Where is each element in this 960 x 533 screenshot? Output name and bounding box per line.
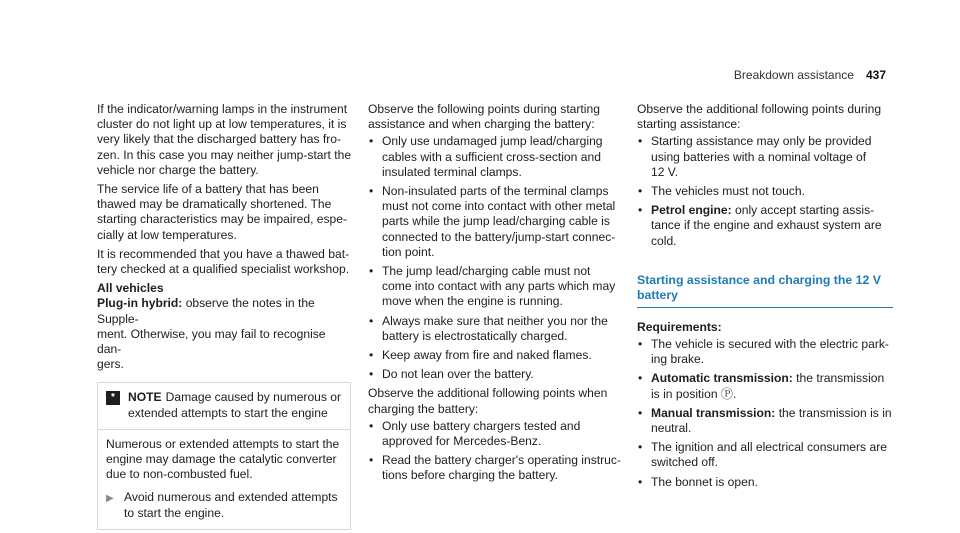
bullet-dot-icon: • bbox=[369, 264, 374, 279]
bullet-dot-icon: • bbox=[369, 453, 374, 468]
paragraph-recommendation: It is recommended that you have a thawed bat- tery checked at a qualified specialist workshop. bbox=[97, 246, 350, 277]
page-number: 437 bbox=[865, 68, 886, 82]
list-item: • The bonnet is open. bbox=[638, 474, 758, 489]
note-body bbox=[98, 429, 350, 529]
bullet-dot-icon: • bbox=[638, 405, 643, 420]
note-header bbox=[98, 383, 350, 428]
note-text: Numerous or extended attempts to start the engine may damage the catalytic converter due to non-combusted fuel. bbox=[106, 436, 340, 482]
note-box bbox=[97, 382, 351, 529]
list-item: • Read the battery charger's operating instruc- tions before charging the battery. bbox=[369, 453, 621, 483]
list-item: • Only use battery chargers tested and approved for Mercedes-Benz. bbox=[369, 418, 581, 449]
column-right bbox=[637, 102, 893, 494]
requirements-list bbox=[637, 337, 893, 490]
list-item: • Only use undamaged jump lead/charging cables with a sufficient cross-section and insulated terminal clamps. bbox=[369, 134, 603, 179]
intro-additional-points: Observe the additional following points during starting assistance: bbox=[637, 102, 882, 132]
intro-starting-assistance: Observe the following points during starting assistance and when charging the battery: bbox=[368, 102, 600, 132]
bullet-dot-icon: • bbox=[369, 418, 374, 433]
bullet-dot-icon: • bbox=[369, 367, 374, 382]
note-title: NOTE Damage caused by numerous or extended attempts to start the engine bbox=[128, 390, 342, 420]
bullet-dot-icon: • bbox=[638, 440, 643, 455]
safety-list bbox=[368, 134, 624, 382]
action-arrow-icon: ▶ bbox=[106, 493, 114, 505]
bullet-dot-icon: • bbox=[369, 348, 374, 363]
list-item: • Starting assistance may only be provided using batteries with a nominal voltage of 12 V. bbox=[638, 134, 872, 179]
section-title: Breakdown assistance bbox=[733, 68, 854, 82]
list-item: • Non-insulated parts of the terminal clamps must not come into contact with other metal parts while the jump lead/charging cable is connected to the battery/jump-start connec- tion point. bbox=[369, 184, 616, 259]
requirements-label: Requirements: bbox=[637, 319, 722, 334]
additional-points-list bbox=[637, 134, 893, 248]
plugin-hybrid-paragraph: Plug-in hybrid: observe the notes in the Supple- ment. Otherwise, you may fail to recognise dan- gers. bbox=[97, 296, 326, 372]
bullet-dot-icon: • bbox=[638, 184, 643, 199]
note-action-text: Avoid numerous and extended attempts to start the engine. bbox=[124, 490, 338, 520]
bullet-dot-icon: • bbox=[369, 313, 374, 328]
charging-list bbox=[368, 419, 624, 484]
list-item: • Always make sure that neither you nor the battery is electrostatically charged. bbox=[369, 313, 608, 343]
list-item: • Manual transmission: the transmission is in neutral. bbox=[638, 405, 892, 436]
bullet-dot-icon: • bbox=[369, 184, 374, 199]
list-item: • The jump lead/charging cable must not come into contact with any parts which may move when the engine is running. bbox=[369, 264, 616, 309]
column-left bbox=[97, 102, 353, 530]
list-item: • The ignition and all electrical consumers are switched off. bbox=[638, 440, 887, 470]
page-header bbox=[734, 68, 886, 83]
intro-charging: Observe the additional following points when charging the battery: bbox=[368, 386, 608, 416]
paragraph-service-life: The service life of a battery that has been thawed may be dramatically shortened. The starting characteristics may be impaired, espe- cially at low temperatures. bbox=[97, 182, 348, 242]
bullet-dot-icon: • bbox=[638, 134, 643, 149]
note-action bbox=[106, 490, 342, 520]
section-heading: Starting assistance and charging the 12 V battery bbox=[637, 273, 893, 308]
list-item: • Keep away from fire and naked flames. bbox=[369, 348, 592, 363]
column-middle bbox=[368, 102, 624, 488]
bullet-dot-icon: • bbox=[638, 474, 643, 489]
paragraph-frozen-battery: If the indicator/warning lamps in the instrument cluster do not light up at low temperatures, it is very likely that the discharged battery has fro- zen. In this case you may neither jump-start the vehicle nor charge the battery. bbox=[97, 102, 352, 177]
list-item: • Petrol engine: only accept starting assis- tance if the engine and exhaust system are cold. bbox=[638, 203, 882, 248]
note-badge-icon: * bbox=[106, 391, 120, 405]
all-vehicles-heading: All vehicles bbox=[97, 281, 164, 296]
list-item: • Do not lean over the battery. bbox=[369, 367, 534, 382]
list-item: • The vehicle is secured with the electric park- ing brake. bbox=[638, 337, 889, 367]
bullet-dot-icon: • bbox=[638, 337, 643, 352]
bullet-dot-icon: • bbox=[369, 134, 374, 149]
list-item: • The vehicles must not touch. bbox=[638, 184, 805, 199]
bullet-dot-icon: • bbox=[638, 203, 643, 218]
bullet-dot-icon: • bbox=[638, 371, 643, 386]
list-item: • Automatic transmission: the transmission is in position Ⓟ. bbox=[638, 371, 885, 401]
